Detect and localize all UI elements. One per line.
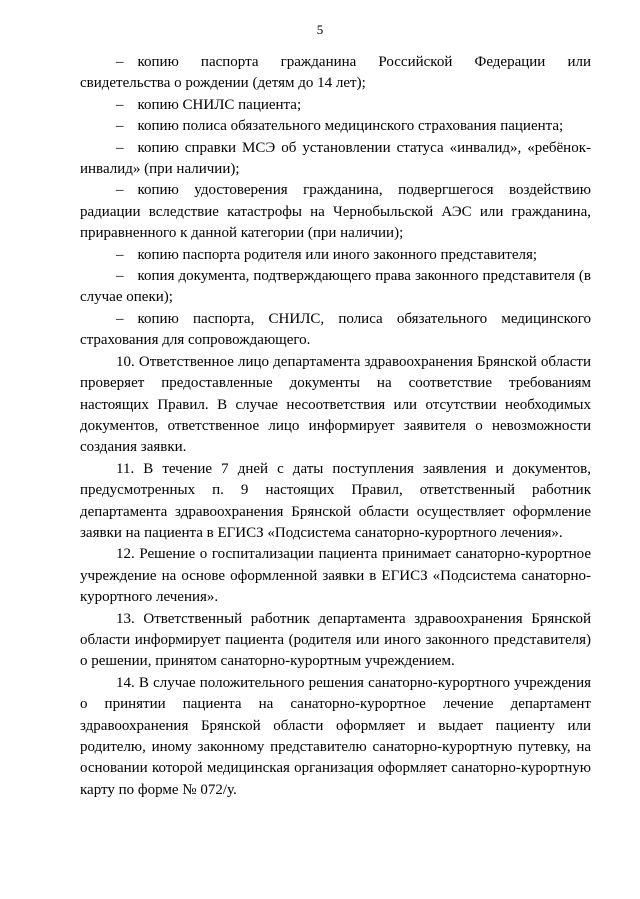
paragraph-12: 12. Решение о госпитализации пациента принимает санаторно-курортное учреждение на основе оформленной заявки в ЕГИСЗ «Подсистема санаторно-курортного лечения». <box>80 546 591 606</box>
list-item <box>80 309 591 352</box>
list-item-text: копию паспорта, СНИЛС, полиса обязательного медицинского страхования для сопровождающего. <box>80 310 591 349</box>
dash-marker: – <box>116 139 124 156</box>
paragraph-14: 14. В случае положительного решения санаторно-курортного учреждения о принятии пациента на санаторно-курортное лечение департамент здравоохранения Брянской области оформляет и выдает пациенту или родителю, иному законному представителю санаторно-курортную путевку, на основании которой медицинская организация оформляет санаторно-курортную карту по форме № 072/у. <box>80 674 591 798</box>
page-number: 5 <box>316 22 324 37</box>
list-item-text: копию паспорта родителя или иного законного представителя; <box>137 246 538 263</box>
list-item-text: копию полиса обязательного медицинского страхования пациента; <box>137 118 564 135</box>
list-item <box>80 180 591 244</box>
document-body <box>80 52 591 801</box>
dash-marker: – <box>116 182 124 199</box>
paragraph-13: 13. Ответственный работник департамента здравоохранения Брянской области информирует пациента (родителя или иного законного представителя) о решении, принятом санаторно-курортным учреждением. <box>80 610 591 670</box>
list-item <box>80 116 591 137</box>
list-item-text: копию СНИЛС пациента; <box>137 96 302 113</box>
list-item <box>80 266 591 309</box>
list-item <box>80 52 591 95</box>
dash-marker: – <box>116 96 124 113</box>
list-item-text: копию паспорта гражданина Российской Федерации или свидетельства о рождении (детям до 14 лет); <box>80 54 591 92</box>
dash-marker: – <box>116 310 124 327</box>
list-item-text: копию справки МСЭ об установлении статуса «инвалид», «ребёнок-инвалид» (при наличии); <box>80 139 591 178</box>
list-item <box>80 138 591 181</box>
list-item <box>80 95 591 116</box>
list-item <box>80 245 591 266</box>
list-item-text: копия документа, подтверждающего права законного представителя (в случае опеки); <box>80 268 591 306</box>
dash-marker: – <box>116 118 124 135</box>
dash-marker: – <box>116 246 124 263</box>
paragraph-11: 11. В течение 7 дней с даты поступления заявления и документов, предусмотренных п. 9 настоящих Правил, ответственный работник департамента здравоохранения Брянской области осуществляет оформление заявки на пациента в ЕГИСЗ «Подсистема санаторно-курортного лечения». <box>80 460 591 541</box>
list-item-text: копию удостоверения гражданина, подвергшегося воздействию радиации вследствие катастрофы на Чернобыльской АЭС или гражданина, приравненного к данной категории (при наличии); <box>80 182 591 242</box>
paragraph-10: 10. Ответственное лицо департамента здравоохранения Брянской области проверяет предоставленные документы на соответствие требованиям настоящих Правил. В случае несоответствия или отсутствии необходимых документов, ответственное лицо информирует заявителя о невозможности создания заявки. <box>80 353 591 456</box>
dash-marker: – <box>116 268 124 285</box>
dash-marker: – <box>116 54 124 70</box>
